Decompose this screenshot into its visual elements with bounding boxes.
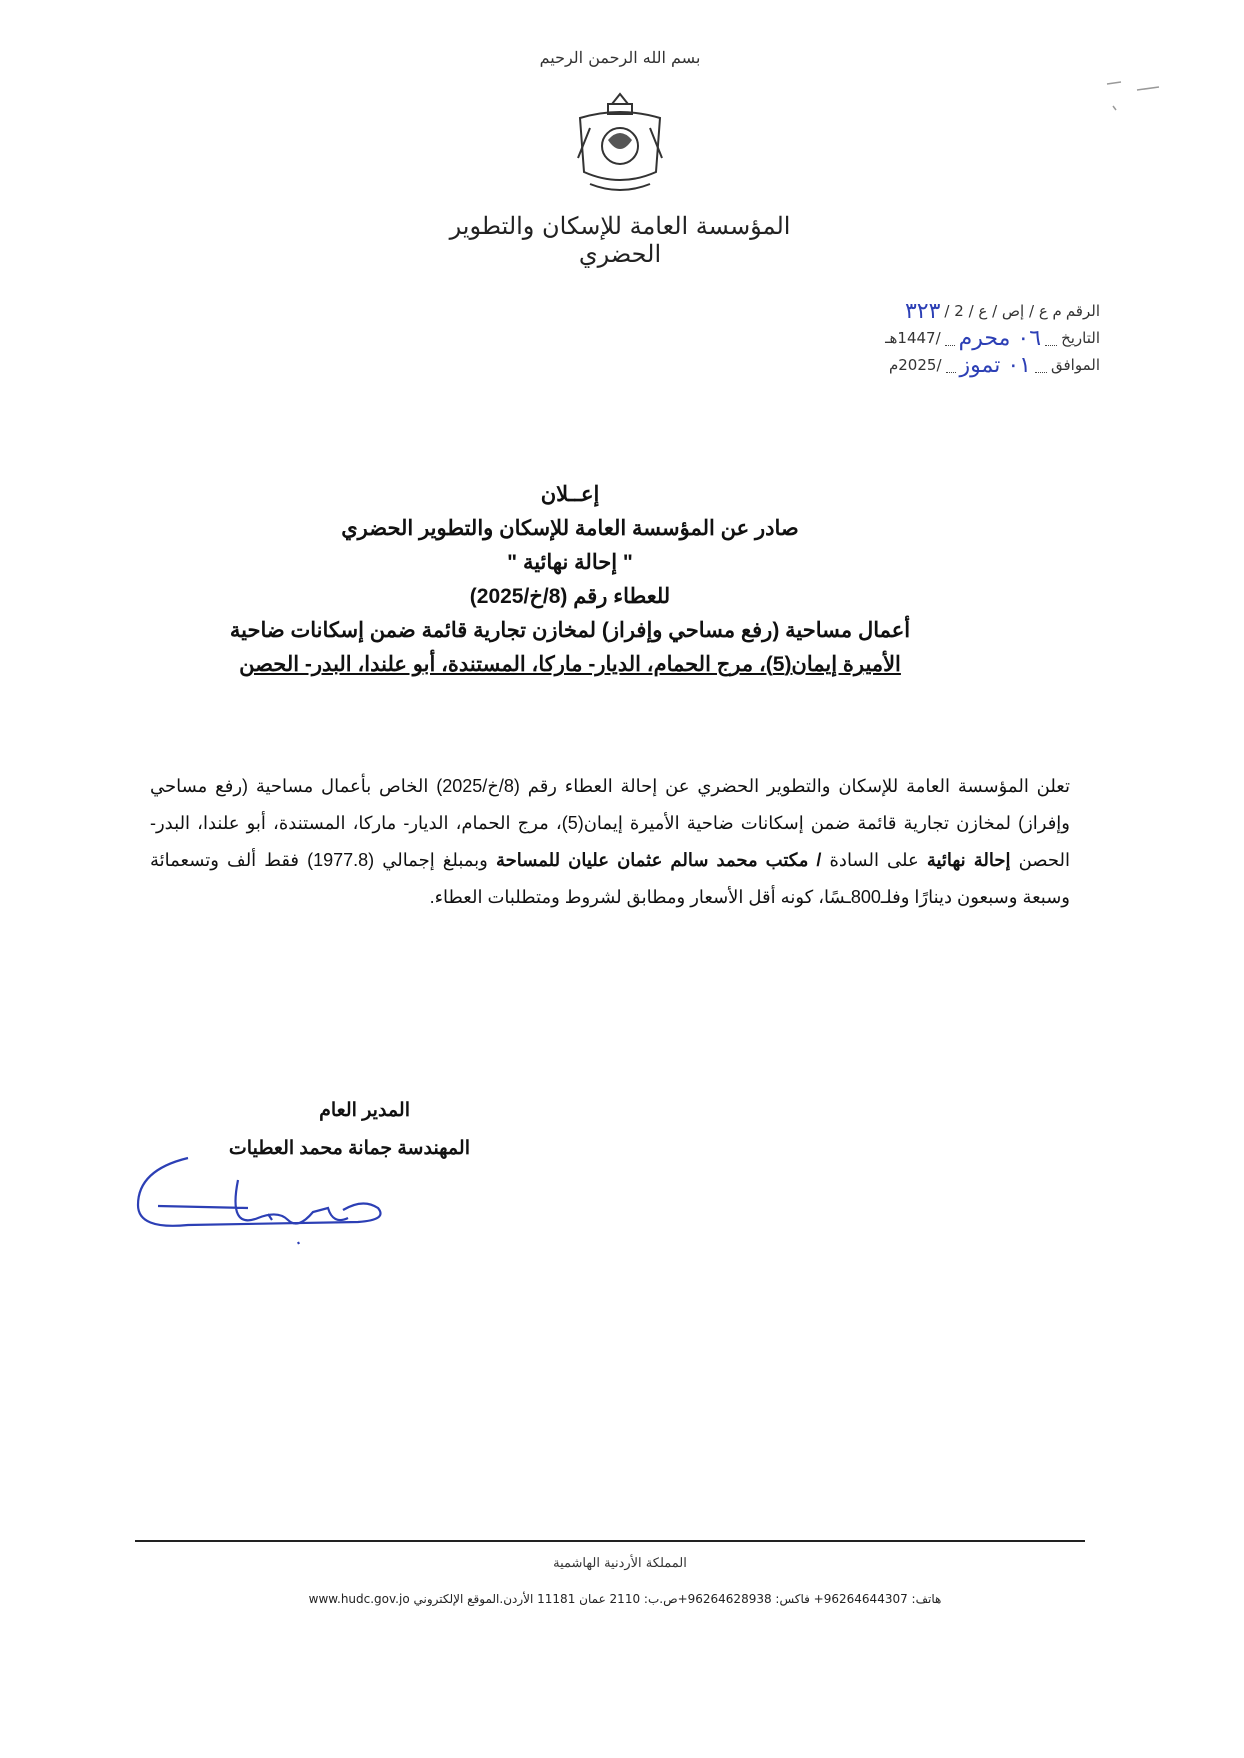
footer-country: المملكة الأردنية الهاشمية <box>553 1556 687 1571</box>
organization-name: المؤسسة العامة للإسكان والتطوير الحضري <box>449 212 791 268</box>
signature-title: المدير العام <box>319 1100 410 1121</box>
dotted-line <box>946 358 956 373</box>
announcement-body <box>150 768 1070 916</box>
reference-block <box>780 298 1100 379</box>
announcement-works-line2: الأميرة إيمان(5)، مرج الحمام، الديار- ماركا، المستندة، أبو علندا، البدر- الحصن <box>239 653 901 676</box>
dotted-line <box>945 331 955 346</box>
coat-of-arms-emblem <box>560 88 680 198</box>
reference-corresponding-label: الموافق <box>1050 356 1100 374</box>
body-text-bold1: إحالة نهائية <box>926 850 1011 870</box>
announcement-heading <box>130 478 1010 682</box>
announcement-works-line1: أعمال مساحية (رفع مساحي وإفراز) لمخازن تجارية قائمة ضمن إسكانات ضاحية <box>229 619 911 642</box>
dotted-line <box>1045 331 1057 346</box>
reference-date-label: التاريخ <box>1061 329 1100 347</box>
reference-corresponding-value: /2025م <box>888 356 942 374</box>
handwritten-signature <box>128 1150 418 1260</box>
reference-number-row <box>780 298 1100 325</box>
reference-number-handwritten: ٣٢٣ <box>904 299 941 324</box>
announcement-title: إعــلان <box>540 483 600 506</box>
announcement-issuer: صادر عن المؤسسة العامة للإسكان والتطوير الحضري <box>341 517 799 540</box>
dotted-line <box>1035 358 1047 373</box>
reference-number-label: الرقم <box>1065 302 1100 320</box>
signature-name: المهندسة جمانة محمد العطيات <box>228 1138 470 1159</box>
body-text-part1: تعلن المؤسسة العامة للإسكان والتطوير الحضري عن إحالة العطاء رقم (8/خ/2025) الخاص بأعمال مساحية (رفع مساحي وإفراز) لمخازن تجارية قائمة ضمن إسكانات ضاحية الأميرة إيمان(5)، مرج الحمام، الديار- ماركا، المستندة، أبو علندا، البدر- الحصن <box>150 776 1070 870</box>
body-text-part2: على السادة <box>821 850 927 870</box>
reference-date-handwritten: ٠٦ محرم <box>958 326 1042 351</box>
reference-corresponding-handwritten: ٠١ تموز <box>959 353 1031 378</box>
announcement-tender: للعطاء رقم (8/خ/2025) <box>469 585 671 608</box>
scan-mark <box>1105 78 1165 138</box>
reference-corresponding-row <box>780 352 1100 379</box>
reference-date-value: /1447هـ <box>885 329 941 347</box>
body-text-part3: وبمبلغ إجمالي (1977.8) فقط ألف وتسعمائة وسبعة وسبعون دينارًا وفلـ800ـسًا، كونه أقل الأسعار ومطابق لشروط ومتطلبات العطاء. <box>150 850 1070 907</box>
footer-divider <box>135 1540 1085 1542</box>
footer-contact: هاتف: 96264644307+ فاكس: 96264628938+ص.ب: 2110 عمان 11181 الأردن.الموقع الإلكتروني www.hudc.gov.jo <box>308 1592 942 1606</box>
reference-date-row <box>780 325 1100 352</box>
reference-number-value: م ع / إص / ع / 2 / <box>944 302 1062 320</box>
announcement-subject: " إحالة نهائية " <box>507 551 633 574</box>
basmala: بسم الله الرحمن الرحيم <box>539 48 701 67</box>
body-text-bold2: / مكتب محمد سالم عثمان عليان للمساحة <box>495 850 822 870</box>
